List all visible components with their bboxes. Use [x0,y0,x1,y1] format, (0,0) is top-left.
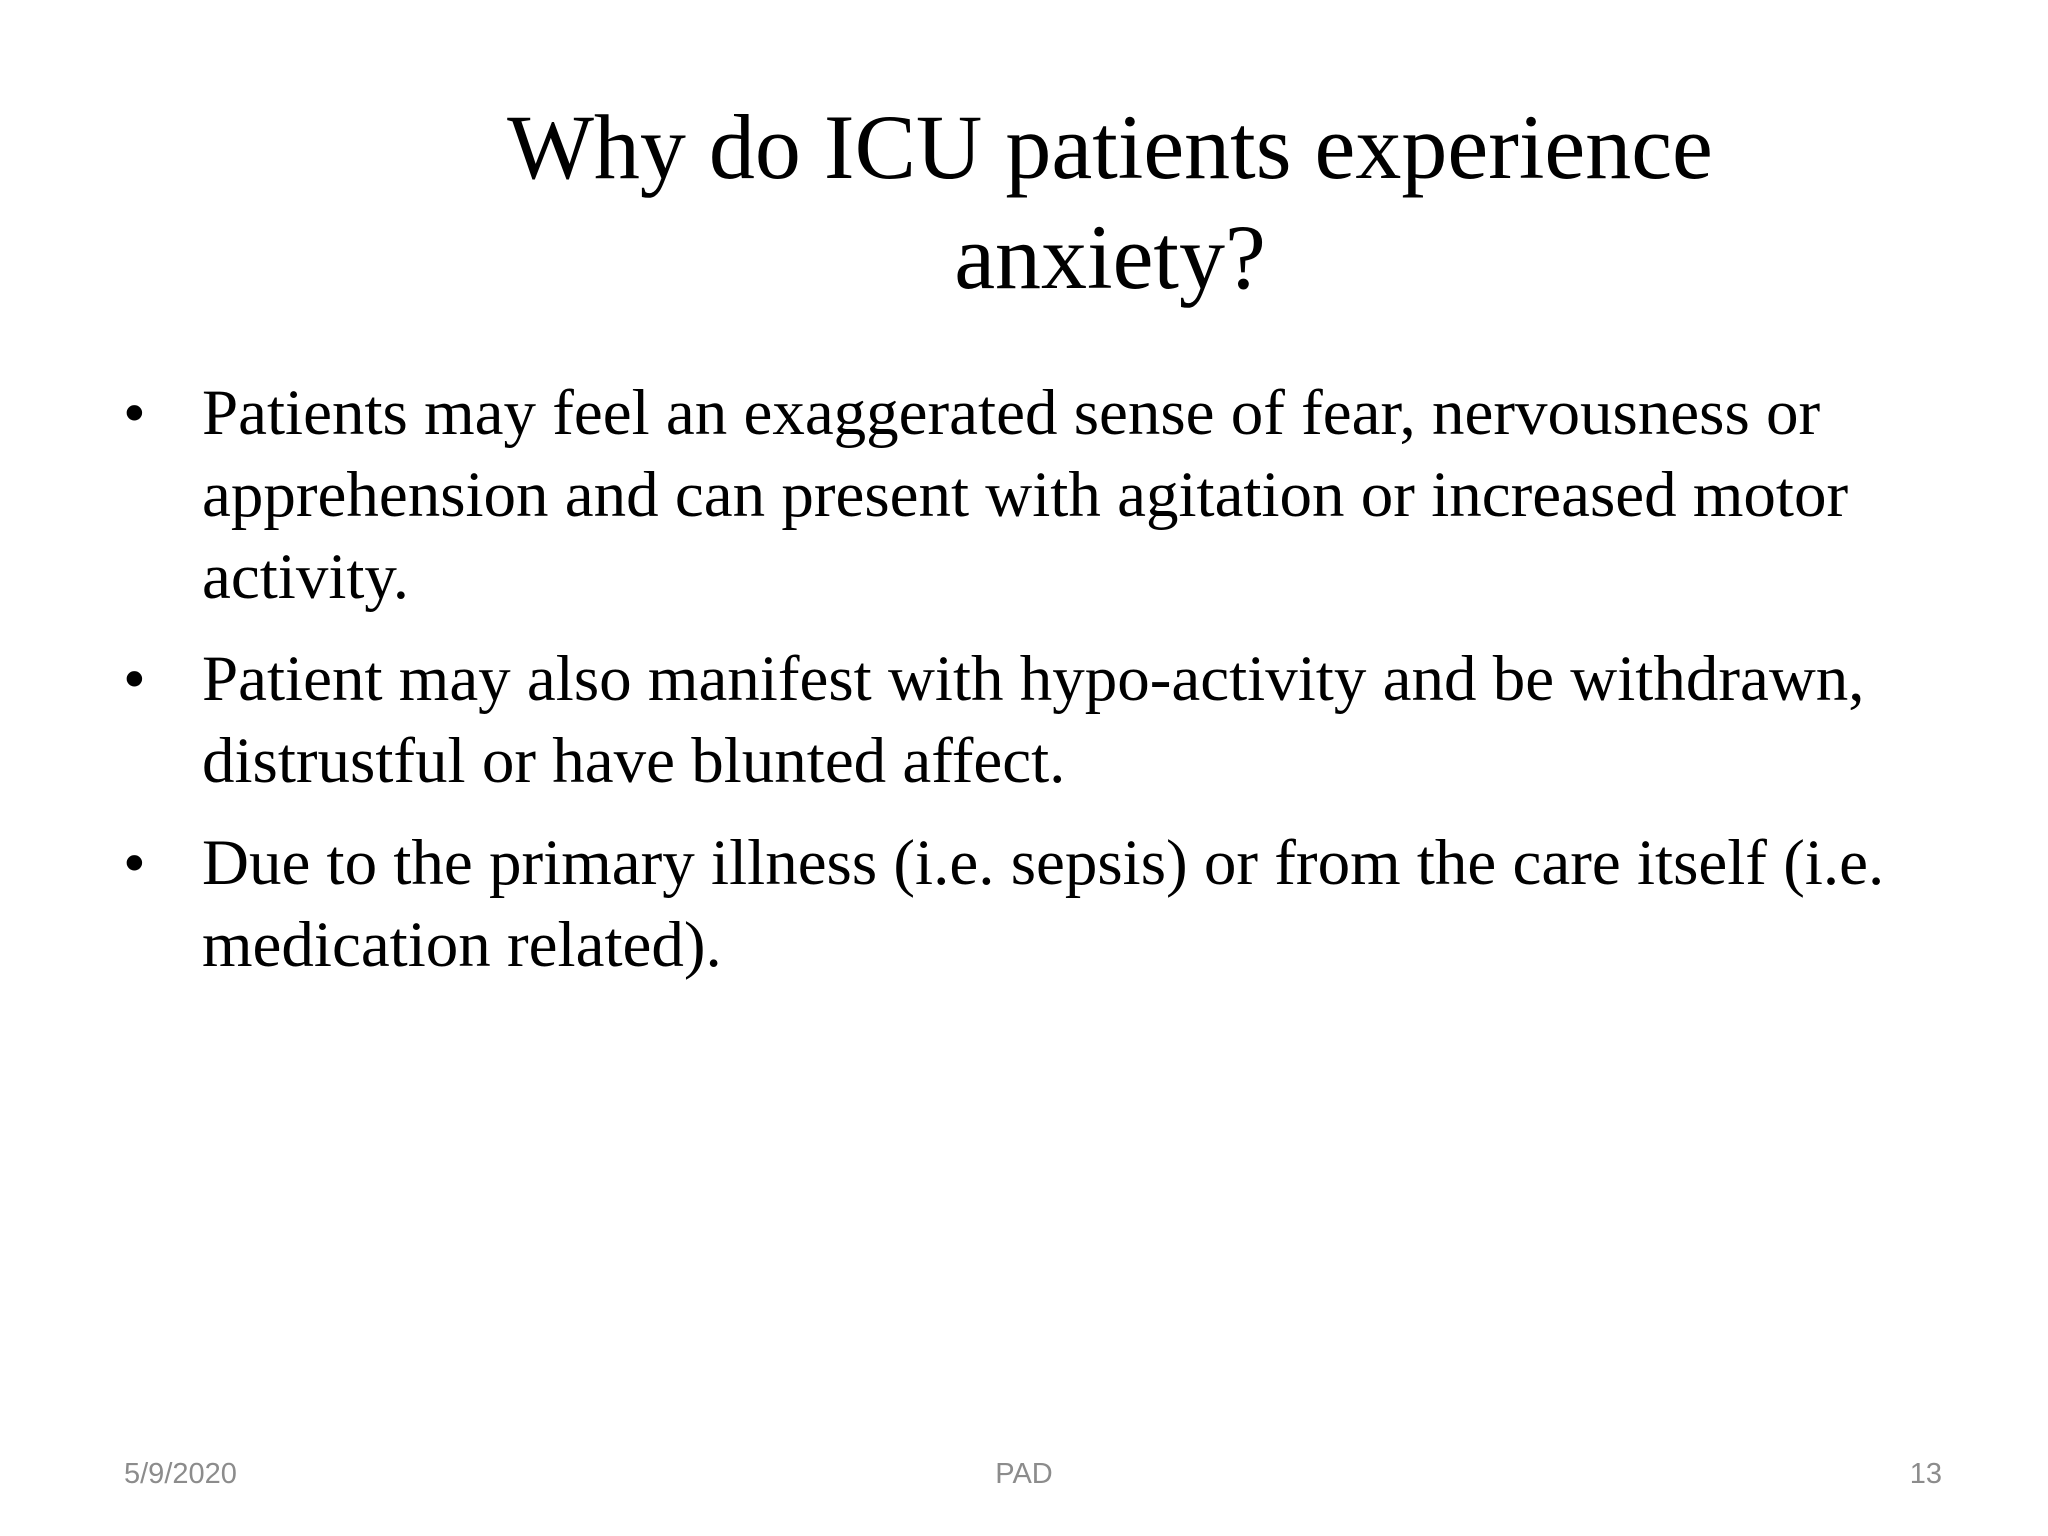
bullet-item-1 [120,372,1980,618]
bullet-list [120,372,1980,1006]
bullet-dot-icon: • [123,827,146,899]
bullet-dot-icon: • [123,377,146,449]
bullet-text-1: Patients may feel an exaggerated sense of fear, nervousness or apprehension and can present with agitation or increased motor activity. [202,377,1849,613]
footer-date: 5/9/2020 [124,1458,237,1490]
bullet-item-3 [120,822,1980,986]
slide-title-line-2: anxiety? [954,206,1266,308]
footer-label: PAD [995,1458,1053,1490]
slide-title [260,92,1960,312]
bullet-dot-icon: • [123,643,146,715]
bullet-item-2 [120,638,1980,802]
bullet-text-3: Due to the primary illness (i.e. sepsis) or from the care itself (i.e. medication related). [202,827,1885,981]
slide-number: 13 [1909,1458,1942,1490]
slide-title-line-1: Why do ICU patients experience [507,96,1713,198]
bullet-text-2: Patient may also manifest with hypo-activity and be withdrawn, distrustful or have blunted affect. [202,643,1865,797]
